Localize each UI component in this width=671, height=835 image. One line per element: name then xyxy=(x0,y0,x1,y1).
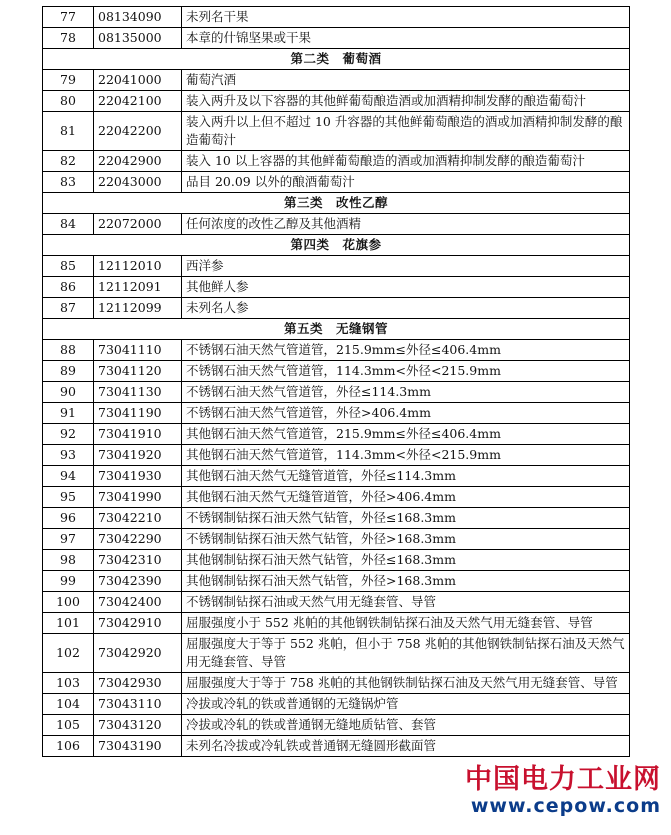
watermark-title: 中国电力工业网 xyxy=(465,764,661,795)
tariff-code: 73043110 xyxy=(94,694,182,715)
item-description: 未列名人参 xyxy=(182,298,630,319)
tariff-code: 08135000 xyxy=(94,28,182,49)
row-number: 82 xyxy=(43,151,94,172)
tariff-code: 73043190 xyxy=(94,736,182,757)
category-header-row xyxy=(43,235,630,256)
row-number: 84 xyxy=(43,214,94,235)
item-description: 装入两升以上但不超过 10 升容器的其他鲜葡萄酿造的酒或加酒精抑制发酵的酿造葡萄汁 xyxy=(182,112,630,151)
tariff-code: 73042290 xyxy=(94,529,182,550)
tariff-code: 73042390 xyxy=(94,571,182,592)
table-row xyxy=(43,673,630,694)
tariff-code: 73041130 xyxy=(94,382,182,403)
item-description: 品目 20.09 以外的酿酒葡萄汁 xyxy=(182,172,630,193)
row-number: 83 xyxy=(43,172,94,193)
table-row xyxy=(43,382,630,403)
table-row xyxy=(43,613,630,634)
item-description: 屈服强度大于等于 758 兆帕的其他钢铁制钻探石油及天然气用无缝套管、导管 xyxy=(182,673,630,694)
watermark xyxy=(465,765,661,817)
item-description: 屈服强度小于 552 兆帕的其他钢铁制钻探石油及天然气用无缝套管、导管 xyxy=(182,613,630,634)
table-row xyxy=(43,592,630,613)
row-number: 104 xyxy=(43,694,94,715)
item-description: 装入 10 以上容器的其他鲜葡萄酿造的酒或加酒精抑制发酵的酿造葡萄汁 xyxy=(182,151,630,172)
item-description: 不锈钢石油天然气管道管，外径>406.4mm xyxy=(182,403,630,424)
category-header-row xyxy=(43,319,630,340)
row-number: 88 xyxy=(43,340,94,361)
row-number: 90 xyxy=(43,382,94,403)
row-number: 81 xyxy=(43,112,94,151)
row-number: 78 xyxy=(43,28,94,49)
item-description: 本章的什锦坚果或干果 xyxy=(182,28,630,49)
row-number: 100 xyxy=(43,592,94,613)
category-header-row xyxy=(43,49,630,70)
watermark-url: www.cepow.com xyxy=(470,795,661,817)
table-row xyxy=(43,487,630,508)
tariff-table xyxy=(42,6,630,757)
tariff-code: 73041120 xyxy=(94,361,182,382)
tariff-code: 73042310 xyxy=(94,550,182,571)
row-number: 94 xyxy=(43,466,94,487)
table-row xyxy=(43,7,630,28)
table-row xyxy=(43,277,630,298)
table-row xyxy=(43,256,630,277)
item-description: 任何浓度的改性乙醇及其他酒精 xyxy=(182,214,630,235)
row-number: 98 xyxy=(43,550,94,571)
tariff-code: 73041190 xyxy=(94,403,182,424)
row-number: 86 xyxy=(43,277,94,298)
tariff-code: 73041910 xyxy=(94,424,182,445)
table-row xyxy=(43,550,630,571)
item-description: 西洋参 xyxy=(182,256,630,277)
tariff-code: 22042100 xyxy=(94,91,182,112)
item-description: 不锈钢石油天然气管道管，114.3mm<外径<215.9mm xyxy=(182,361,630,382)
tariff-code: 12112091 xyxy=(94,277,182,298)
tariff-code: 12112010 xyxy=(94,256,182,277)
row-number: 97 xyxy=(43,529,94,550)
row-number: 87 xyxy=(43,298,94,319)
tariff-table-body xyxy=(43,7,630,757)
item-description: 不锈钢制钻探石油或天然气用无缝套管、导管 xyxy=(182,592,630,613)
item-description: 其他钢石油天然气无缝管道管，外径>406.4mm xyxy=(182,487,630,508)
tariff-code: 22043000 xyxy=(94,172,182,193)
table-row xyxy=(43,70,630,91)
table-row xyxy=(43,214,630,235)
item-description: 冷拔或冷轧的铁或普通钢无缝地质钻管、套管 xyxy=(182,715,630,736)
table-row xyxy=(43,445,630,466)
item-description: 未列名冷拔或冷轧铁或普通钢无缝圆形截面管 xyxy=(182,736,630,757)
row-number: 80 xyxy=(43,91,94,112)
item-description: 装入两升及以下容器的其他鲜葡萄酿造酒或加酒精抑制发酵的酿造葡萄汁 xyxy=(182,91,630,112)
table-row xyxy=(43,91,630,112)
item-description: 其他钢制钻探石油天然气钻管，外径>168.3mm xyxy=(182,571,630,592)
tariff-code: 73041990 xyxy=(94,487,182,508)
item-description: 其他钢石油天然气管道管，114.3mm<外径<215.9mm xyxy=(182,445,630,466)
table-row xyxy=(43,694,630,715)
row-number: 99 xyxy=(43,571,94,592)
tariff-code: 73041920 xyxy=(94,445,182,466)
table-row xyxy=(43,298,630,319)
row-number: 95 xyxy=(43,487,94,508)
row-number: 89 xyxy=(43,361,94,382)
row-number: 96 xyxy=(43,508,94,529)
item-description: 不锈钢制钻探石油天然气钻管，外径>168.3mm xyxy=(182,529,630,550)
item-description: 葡萄汽酒 xyxy=(182,70,630,91)
tariff-code: 73042910 xyxy=(94,613,182,634)
table-row xyxy=(43,529,630,550)
table-row xyxy=(43,361,630,382)
tariff-code: 73042920 xyxy=(94,634,182,673)
item-description: 其他钢石油天然气管道管，215.9mm≤外径≤406.4mm xyxy=(182,424,630,445)
table-row xyxy=(43,112,630,151)
tariff-code: 73041110 xyxy=(94,340,182,361)
item-description: 不锈钢石油天然气管道管，215.9mm≤外径≤406.4mm xyxy=(182,340,630,361)
row-number: 101 xyxy=(43,613,94,634)
row-number: 103 xyxy=(43,673,94,694)
tariff-code: 22042200 xyxy=(94,112,182,151)
item-description: 屈服强度大于等于 552 兆帕，但小于 758 兆帕的其他钢铁制钻探石油及天然气用无缝套管、导管 xyxy=(182,634,630,673)
item-description: 冷拔或冷轧的铁或普通钢的无缝锅炉管 xyxy=(182,694,630,715)
table-row xyxy=(43,571,630,592)
item-description: 其他鲜人参 xyxy=(182,277,630,298)
row-number: 92 xyxy=(43,424,94,445)
tariff-code: 08134090 xyxy=(94,7,182,28)
row-number: 77 xyxy=(43,7,94,28)
table-row xyxy=(43,403,630,424)
category-title: 第三类 改性乙醇 xyxy=(43,193,630,214)
table-row xyxy=(43,466,630,487)
category-title: 第五类 无缝钢管 xyxy=(43,319,630,340)
row-number: 106 xyxy=(43,736,94,757)
table-row xyxy=(43,28,630,49)
row-number: 93 xyxy=(43,445,94,466)
table-row xyxy=(43,340,630,361)
category-title: 第四类 花旗参 xyxy=(43,235,630,256)
tariff-code: 22072000 xyxy=(94,214,182,235)
row-number: 91 xyxy=(43,403,94,424)
item-description: 其他钢石油天然气无缝管道管，外径≤114.3mm xyxy=(182,466,630,487)
item-description: 其他钢制钻探石油天然气钻管，外径≤168.3mm xyxy=(182,550,630,571)
table-row xyxy=(43,634,630,673)
tariff-code: 12112099 xyxy=(94,298,182,319)
category-header-row xyxy=(43,193,630,214)
item-description: 未列名干果 xyxy=(182,7,630,28)
tariff-code: 22041000 xyxy=(94,70,182,91)
row-number: 85 xyxy=(43,256,94,277)
tariff-code: 73043120 xyxy=(94,715,182,736)
table-row xyxy=(43,508,630,529)
row-number: 105 xyxy=(43,715,94,736)
table-row xyxy=(43,151,630,172)
table-row xyxy=(43,736,630,757)
tariff-code: 22042900 xyxy=(94,151,182,172)
row-number: 102 xyxy=(43,634,94,673)
tariff-code: 73042400 xyxy=(94,592,182,613)
tariff-code: 73041930 xyxy=(94,466,182,487)
tariff-code: 73042930 xyxy=(94,673,182,694)
row-number: 79 xyxy=(43,70,94,91)
table-row xyxy=(43,424,630,445)
table-row xyxy=(43,715,630,736)
table-row xyxy=(43,172,630,193)
category-title: 第二类 葡萄酒 xyxy=(43,49,630,70)
item-description: 不锈钢制钻探石油天然气钻管，外径≤168.3mm xyxy=(182,508,630,529)
item-description: 不锈钢石油天然气管道管，外径≤114.3mm xyxy=(182,382,630,403)
tariff-code: 73042210 xyxy=(94,508,182,529)
